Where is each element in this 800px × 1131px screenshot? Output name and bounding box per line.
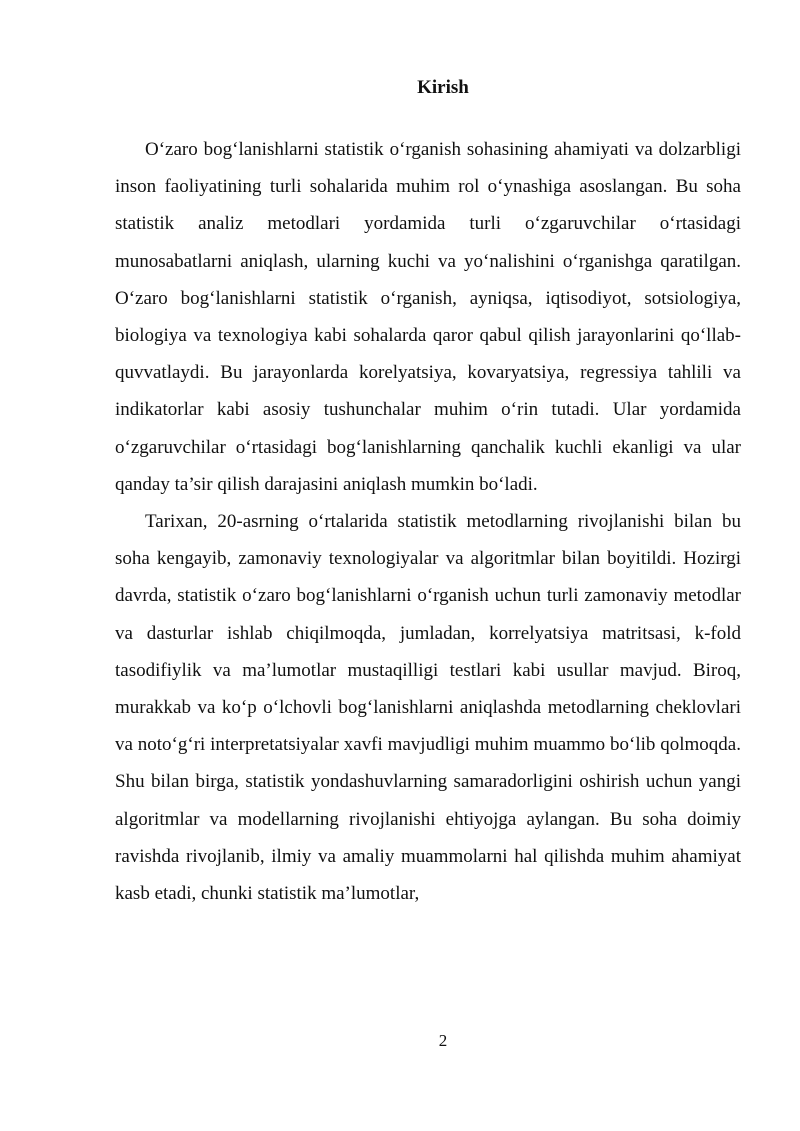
paragraph-2: Tarixan, 20-asrning o‘rtalarida statistik metodlarning rivojlanishi bilan bu soha kengayib, zamonaviy texnologiyalar va algoritmlar bilan boyitildi. Hozirgi davrda, statistik o‘zaro bog‘lanishlarni o‘rganish uchun turli zamonaviy metodlar va dasturlar ishlab chiqilmoqda, jumladan, korrelyatsiya matritsasi, k-fold tasodifiylik va ma’lumotlar mustaqilligi testlari kabi usullar mavjud. Biroq, murakkab va ko‘p o‘lchovli bog‘lanishlarni aniqlashda metodlarning cheklovlari va noto‘g‘ri interpretatsiyalar xavfi mavjudligi muhim muammo bo‘lib qolmoqda. Shu bilan birga, statistik yondashuvlarning samaradorligini oshirish uchun yangi algoritmlar va modellarning rivojlanishi ehtiyojga aylangan. Bu soha doimiy ravishda rivojlanib, ilmiy va amaliy muammolarni hal qilishda muhim ahamiyat kasb etadi, chunki statistik ma’lumotlar, bbox=[115, 511, 741, 905]
section-heading: Kirish bbox=[417, 77, 469, 98]
paragraph-1: O‘zaro bog‘lanishlarni statistik o‘rganish sohasining ahamiyati va dolzarbligi inson faoliyatining turli sohalarida muhim rol o‘ynashiga asoslangan. Bu soha statistik analiz metodlari yordamida turli o‘zgaruvchilar o‘rtasidagi munosabatlarni aniqlash, ularning kuchi va yo‘nalishini o‘rganishga qaratilgan. O‘zaro bog‘lanishlarni statistik o‘rganish, ayniqsa, iqtisodiyot, sotsiologiya, biologiya va texnologiya kabi sohalarda qaror qabul qilish jarayonlarini qo‘llab-quvvatlaydi. Bu jarayonlarda korelyatsiya, kovaryatsiya, regressiya tahlili va indikatorlar kabi asosiy tushunchalar muhim o‘rin tutadi. Ular yordamida o‘zgaruvchilar o‘rtasidagi bog‘lanishlarning qanchalik kuchli ekanligi va ular qanday ta’sir qilish darajasini aniqlash mumkin bo‘ladi. bbox=[115, 139, 741, 495]
body-text bbox=[115, 131, 741, 912]
page-number: 2 bbox=[438, 1031, 448, 1050]
